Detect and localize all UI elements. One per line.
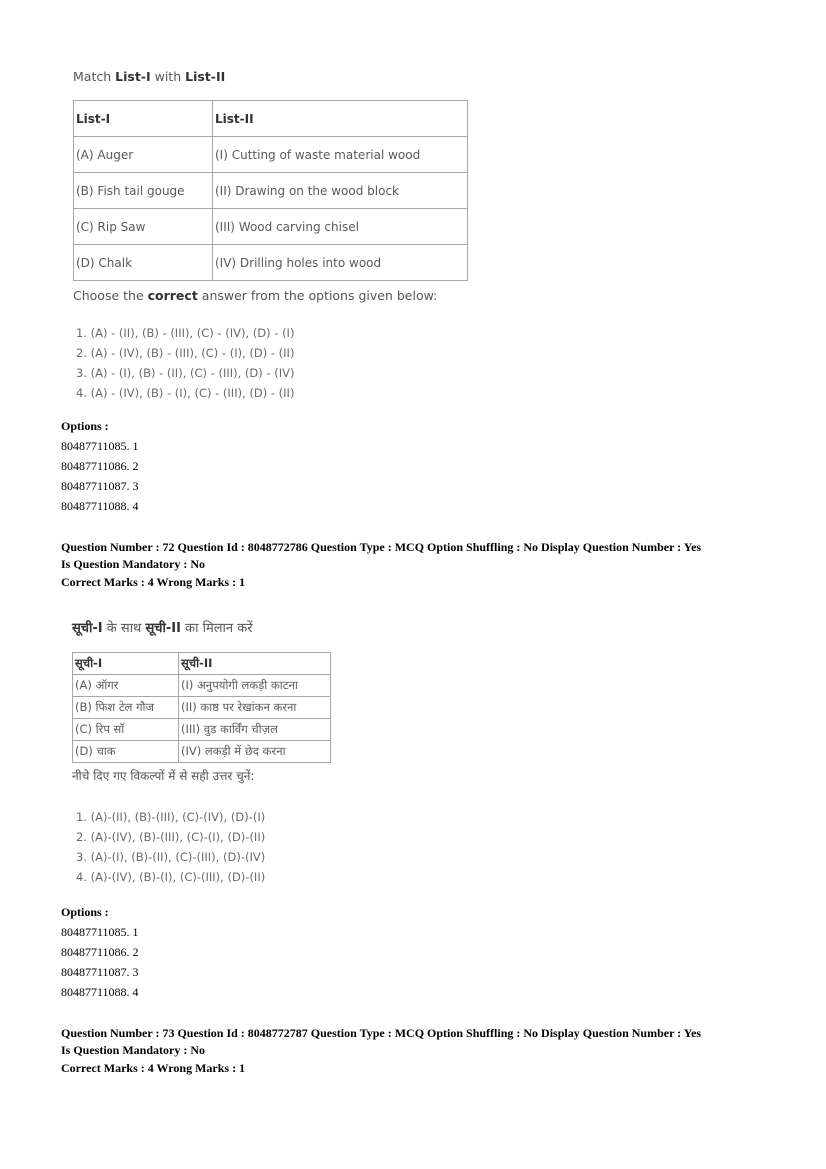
question-71-instruction: Match List-I with List-II (73, 69, 226, 84)
answer-choice: 1. (A) - (II), (B) - (III), (C) - (IV), (D) - (I) (76, 326, 295, 340)
table-cell: (C) Rip Saw (74, 209, 213, 245)
table-cell: (D) चाक (73, 741, 179, 763)
option-id: 80487711088. 4 (61, 499, 139, 513)
table-cell: (B) Fish tail gouge (74, 173, 213, 209)
question-header: Question Number : 72 Question Id : 8048772786 Question Type : MCQ Option Shuffling : No Display Question Number : Yes (61, 540, 702, 554)
answer-choice: 3. (A) - (I), (B) - (II), (C) - (III), (D) - (IV) (76, 366, 295, 380)
table-row (74, 245, 468, 281)
table-cell: (IV) लकड़ी में छेद करना (179, 741, 331, 763)
table-row (73, 719, 331, 741)
table-cell: (A) ऑगर (73, 675, 179, 697)
table-cell: (III) वुड कार्विंग चीज़ल (179, 719, 331, 741)
table-header-list-2: List-II (213, 101, 468, 137)
option-id: 80487711086. 2 (61, 945, 139, 959)
table-header-list-1: List-I (74, 101, 213, 137)
table-row (74, 209, 468, 245)
table-header-list-2: सूची-II (179, 653, 331, 675)
table-row (74, 137, 468, 173)
question-72-instruction: सूची-I के साथ सूची-II का मिलान करें (72, 621, 253, 636)
question-73-meta (61, 1025, 781, 1077)
answer-choice: 2. (A) - (IV), (B) - (III), (C) - (I), (D) - (II) (76, 346, 295, 360)
mandatory-line: Is Question Mandatory : No (61, 1042, 206, 1057)
option-id: 80487711086. 2 (61, 459, 139, 473)
table-cell: (C) रिप सॉ (73, 719, 179, 741)
answer-choices (73, 323, 473, 403)
question-header: Question Number : 73 Question Id : 8048772787 Question Type : MCQ Option Shuffling : No Display Question Number : Yes (61, 1026, 702, 1040)
match-table (73, 100, 468, 281)
table-cell: (D) Chalk (74, 245, 213, 281)
answer-choice: 2. (A)-(IV), (B)-(III), (C)-(I), (D)-(II) (76, 830, 266, 844)
answer-choices (72, 807, 342, 887)
mandatory-line: Is Question Mandatory : No (61, 556, 206, 571)
match-table (72, 652, 331, 763)
option-id: 80487711088. 4 (61, 985, 139, 999)
choose-instruction: नीचे दिए गए विकल्पों में से सही उत्तर चुनें: (72, 769, 255, 783)
options-list-2 (61, 902, 139, 1002)
table-header-list-1: सूची-I (73, 653, 179, 675)
question-72-meta (61, 539, 781, 591)
options-label: Options : (61, 905, 109, 919)
choose-instruction: Choose the correct answer from the options given below: (73, 288, 438, 303)
question-71-image (73, 68, 473, 403)
table-cell: (II) Drawing on the wood block (213, 173, 468, 209)
answer-choice: 3. (A)-(I), (B)-(II), (C)-(III), (D)-(IV) (76, 850, 266, 864)
answer-choice: 1. (A)-(II), (B)-(III), (C)-(IV), (D)-(I) (76, 810, 266, 824)
options-label: Options : (61, 419, 109, 433)
option-id: 80487711087. 3 (61, 965, 139, 979)
option-id: 80487711085. 1 (61, 925, 139, 939)
marks-line: Correct Marks : 4 Wrong Marks : 1 (61, 1060, 246, 1075)
table-cell: (B) फिश टेल गौज (73, 697, 179, 719)
table-row (73, 697, 331, 719)
marks-line: Correct Marks : 4 Wrong Marks : 1 (61, 574, 246, 589)
table-cell: (III) Wood carving chisel (213, 209, 468, 245)
table-header-row (74, 101, 468, 137)
option-id: 80487711085. 1 (61, 439, 139, 453)
answer-choice: 4. (A)-(IV), (B)-(I), (C)-(III), (D)-(II) (76, 870, 266, 884)
question-72-image (72, 620, 342, 887)
table-header-row (73, 653, 331, 675)
option-id: 80487711087. 3 (61, 479, 139, 493)
table-row (74, 173, 468, 209)
answer-choice: 4. (A) - (IV), (B) - (I), (C) - (III), (D) - (II) (76, 386, 295, 400)
table-row (73, 675, 331, 697)
table-cell: (IV) Drilling holes into wood (213, 245, 468, 281)
table-cell: (II) काष्ठ पर रेखांकन करना (179, 697, 331, 719)
table-cell: (I) Cutting of waste material wood (213, 137, 468, 173)
options-list-1 (61, 416, 139, 516)
table-row (73, 741, 331, 763)
table-cell: (A) Auger (74, 137, 213, 173)
table-cell: (I) अनुपयोगी लकड़ी काटना (179, 675, 331, 697)
